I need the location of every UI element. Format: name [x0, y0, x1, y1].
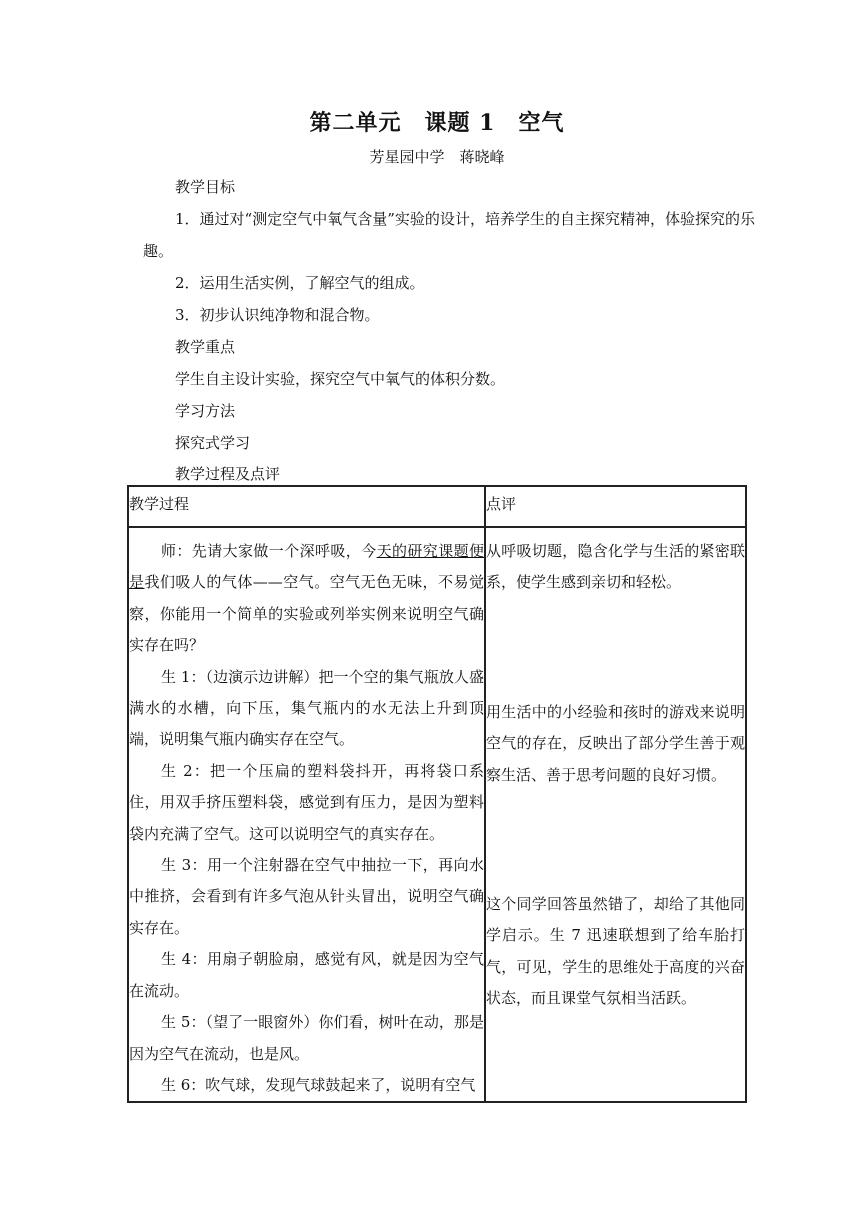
process-table	[127, 485, 747, 1103]
student-3-paragraph: 生 3：用一个注射器在空气中抽拉一下，再向水中推挤，会看到有许多气泡从针头冒出，说明空气确实存在。	[129, 856, 484, 937]
student-2-paragraph: 生 2：把一个压扁的塑料袋抖开，再将袋口系住，用双手挤压塑料袋，感觉到有压力，是因为塑料袋内充满了空气。这可以说明空气的真实存在。	[129, 761, 484, 843]
objective-1: 1．通过对“测定空气中氧气含量”实验的设计，培养学生的自主探究精神，体验探究的乐趣。	[143, 210, 755, 260]
method-heading: 学习方法	[175, 402, 236, 420]
student-4-paragraph: 生 4：用扇子朝脸扇，感觉有风，就是因为空气在流动。	[129, 950, 484, 1000]
comment-2: 用生活中的小经验和孩时的游戏来说明空气的存在，反映出了部分学生善于观察生活、善于思考问题的良好习惯。	[486, 702, 745, 784]
student-5-paragraph: 生 5：（望了一眼窗外）你们看，树叶在动，那是因为空气在流动，也是风。	[129, 1013, 484, 1063]
objective-3: 3．初步认识纯净物和混合物。	[175, 306, 380, 324]
teacher-underlined-text: 天的研究课题便是	[129, 542, 484, 592]
process-heading: 教学过程及点评	[175, 465, 281, 483]
author-line: 芳星园中学 蒋晓峰	[369, 148, 505, 166]
student-1-paragraph: 生 1：（边演示边讲解）把一个空的集气瓶放人盛满水的水槽，向下压，集气瓶内的水无法上升到顶端，说明集气瓶内确实存在空气。	[129, 667, 484, 749]
objective-2: 2．运用生活实例，了解空气的组成。	[175, 274, 425, 292]
keypoint-text: 学生自主设计实验，探究空气中氧气的体积分数。	[175, 370, 506, 388]
comment-cell	[485, 527, 746, 1102]
header-process: 教学过程	[128, 486, 485, 527]
table-header-row	[128, 486, 746, 527]
teacher-text-end: 我们吸人的气体——空气。空气无色无味，不易觉察，你能用一个简单的实验或列举实例来说明空气确实存在吗？	[129, 573, 484, 655]
comment-3: 这个同学回答虽然错了，却给了其他同学启示。生 7 迅速联想到了给车胎打气，可见，学生的思维处于高度的兴奋状态，而且课堂气氛相当活跃。	[486, 895, 745, 1008]
student-6-paragraph: 生 6：吹气球，发现气球鼓起来了，说明有空气	[161, 1075, 476, 1094]
comment-1: 从呼吸切题，隐含化学与生活的紧密联系，使学生感到亲切和轻松。	[486, 542, 745, 592]
header-comment: 点评	[485, 486, 746, 527]
teacher-text-start: 师：先请大家做一个深呼吸，今	[161, 542, 377, 560]
keypoint-heading: 教学重点	[175, 338, 236, 356]
objectives-heading: 教学目标	[175, 178, 236, 196]
document-title: 第二单元 课题 1 空气	[309, 110, 565, 136]
process-cell	[128, 527, 485, 1102]
method-text: 探究式学习	[175, 434, 251, 452]
table-body-row	[128, 527, 746, 1102]
teacher-paragraph	[129, 536, 484, 662]
